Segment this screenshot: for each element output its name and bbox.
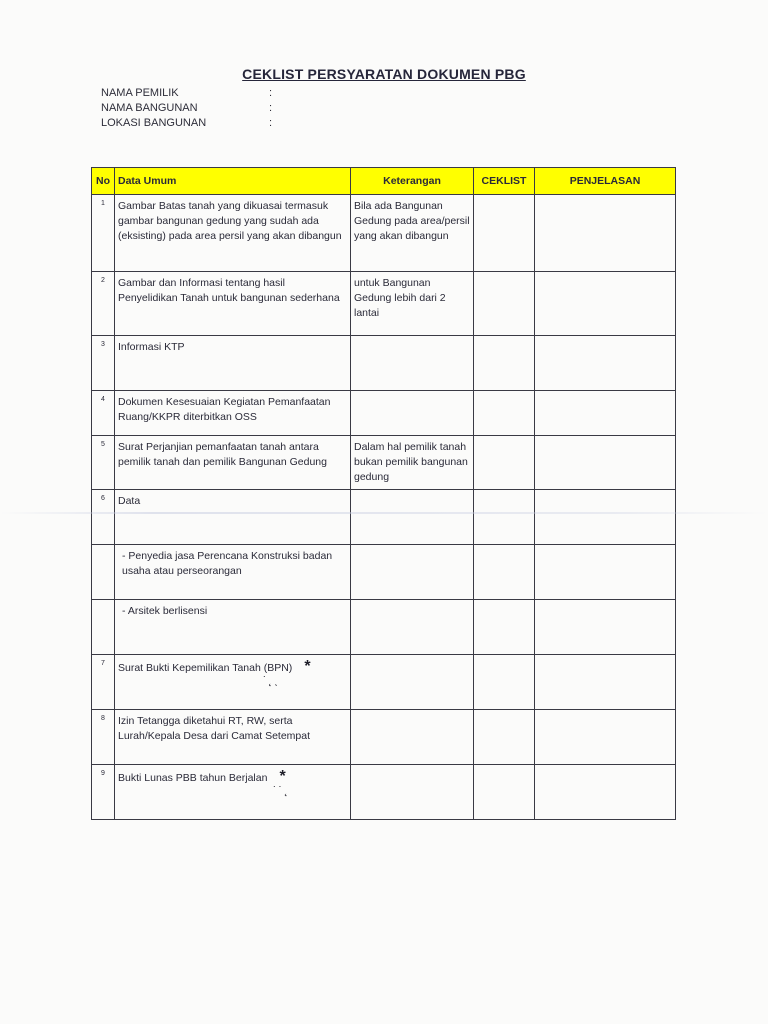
row-number: 3: [92, 336, 115, 391]
row-penjelasan-cell[interactable]: [535, 272, 676, 336]
row-number: [92, 545, 115, 600]
row-ceklist-cell[interactable]: [474, 195, 535, 272]
header-keterangan: Keterangan: [351, 168, 474, 195]
field-colon: :: [269, 117, 273, 129]
row-number: [92, 600, 115, 655]
table-row: [92, 545, 676, 600]
row-data: Bukti Lunas PBB tahun Berjalan: [118, 772, 268, 784]
row-number: 9: [92, 765, 115, 820]
row-keterangan: Bila ada Bangunan Gedung pada area/persil yang akan dibangun: [351, 195, 474, 272]
field-lokasi-bangunan: [101, 116, 301, 131]
header-data-umum: Data Umum: [115, 168, 351, 195]
row-data: Izin Tetangga diketahui RT, RW, serta Lurah/Kepala Desa dari Camat Setempat: [115, 710, 351, 765]
row-penjelasan-cell[interactable]: [535, 655, 676, 710]
row-penjelasan-cell[interactable]: [535, 336, 676, 391]
table-header-row: [92, 168, 676, 195]
row-ceklist-cell[interactable]: [474, 391, 535, 436]
row-number: 1: [92, 195, 115, 272]
row-number: 7: [92, 655, 115, 710]
field-nama-pemilik: [101, 86, 301, 101]
row-ceklist-cell[interactable]: [474, 436, 535, 490]
row-number: 2: [92, 272, 115, 336]
field-colon: :: [269, 102, 273, 114]
handwritten-scribble-icon: ˙˙˛: [273, 785, 290, 797]
row-data: - Penyedia jasa Perencana Konstruksi badan usaha atau perseorangan: [122, 550, 333, 577]
row-data-cell: [115, 655, 351, 710]
field-label: NAMA BANGUNAN: [101, 102, 198, 114]
row-data-cell: [115, 765, 351, 820]
row-keterangan: Dalam hal pemilik tanah bukan pemilik bangunan gedung: [351, 436, 474, 490]
row-number: 8: [92, 710, 115, 765]
table-row: [92, 710, 676, 765]
asterisk-mark-icon: *: [279, 768, 286, 785]
table-row: [92, 600, 676, 655]
row-ceklist-cell[interactable]: [474, 490, 535, 545]
row-penjelasan-cell[interactable]: [535, 436, 676, 490]
row-data: Gambar dan Informasi tentang hasil Penyelidikan Tanah untuk bangunan sederhana: [115, 272, 351, 336]
scan-artifact: [0, 512, 768, 514]
table-row: [92, 655, 676, 710]
owner-info-block: [101, 86, 301, 131]
row-penjelasan-cell[interactable]: [535, 490, 676, 545]
checklist-table: [91, 167, 676, 820]
row-data: - Arsitek berlisensi: [122, 605, 208, 617]
row-ceklist-cell[interactable]: [474, 655, 535, 710]
row-keterangan: [351, 545, 474, 600]
row-number: 4: [92, 391, 115, 436]
row-ceklist-cell[interactable]: [474, 600, 535, 655]
table-row: [92, 272, 676, 336]
row-number: 5: [92, 436, 115, 490]
row-ceklist-cell[interactable]: [474, 336, 535, 391]
row-data-cell: [115, 600, 351, 655]
row-ceklist-cell[interactable]: [474, 272, 535, 336]
field-colon: :: [269, 87, 273, 99]
table-row: [92, 391, 676, 436]
row-keterangan: [351, 336, 474, 391]
row-keterangan: [351, 391, 474, 436]
row-penjelasan-cell[interactable]: [535, 710, 676, 765]
row-keterangan: [351, 490, 474, 545]
document-title: CEKLIST PERSYARATAN DOKUMEN PBG: [242, 66, 526, 82]
row-number: 6: [92, 490, 115, 545]
row-penjelasan-cell[interactable]: [535, 195, 676, 272]
row-keterangan: [351, 765, 474, 820]
row-keterangan: untuk Bangunan Gedung lebih dari 2 lantai: [351, 272, 474, 336]
row-data: Surat Bukti Kepemilikan Tanah (BPN): [118, 662, 293, 674]
row-penjelasan-cell[interactable]: [535, 765, 676, 820]
row-keterangan: [351, 710, 474, 765]
header-penjelasan: PENJELASAN: [535, 168, 676, 195]
header-ceklist: CEKLIST: [474, 168, 535, 195]
row-keterangan: [351, 655, 474, 710]
header-no: No: [92, 168, 115, 195]
row-data: Gambar Batas tanah yang dikuasai termasuk gambar bangunan gedung yang sudah ada (eksisting) pada area persil yang akan dibangun: [115, 195, 351, 272]
table-row: [92, 490, 676, 545]
row-data-cell: [115, 545, 351, 600]
asterisk-mark-icon: *: [304, 658, 311, 675]
handwritten-scribble-icon: ˙˛ˎ: [263, 675, 280, 687]
row-penjelasan-cell[interactable]: [535, 545, 676, 600]
field-nama-bangunan: [101, 101, 301, 116]
row-data: Data: [115, 490, 351, 545]
row-keterangan: [351, 600, 474, 655]
row-data: Informasi KTP: [115, 336, 351, 391]
row-penjelasan-cell[interactable]: [535, 600, 676, 655]
table-row: [92, 195, 676, 272]
row-ceklist-cell[interactable]: [474, 710, 535, 765]
row-data: Dokumen Kesesuaian Kegiatan Pemanfaatan Ruang/KKPR diterbitkan OSS: [115, 391, 351, 436]
table-row: [92, 436, 676, 490]
table-row: [92, 765, 676, 820]
field-label: LOKASI BANGUNAN: [101, 117, 207, 129]
row-ceklist-cell[interactable]: [474, 545, 535, 600]
table-row: [92, 336, 676, 391]
row-data: Surat Perjanjian pemanfaatan tanah antara pemilik tanah dan pemilik Bangunan Gedung: [115, 436, 351, 490]
field-label: NAMA PEMILIK: [101, 87, 179, 99]
row-penjelasan-cell[interactable]: [535, 391, 676, 436]
row-ceklist-cell[interactable]: [474, 765, 535, 820]
